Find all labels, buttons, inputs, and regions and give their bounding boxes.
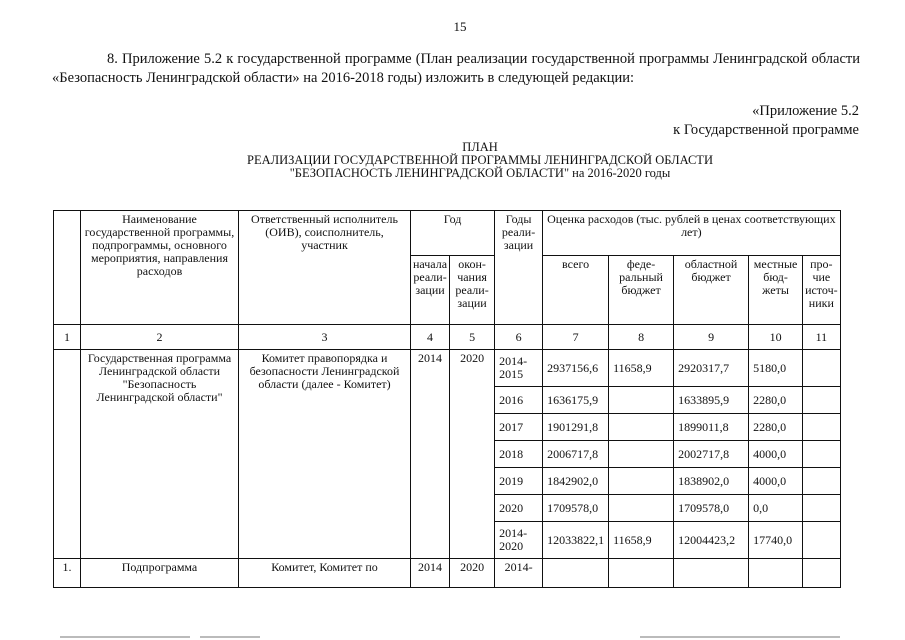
row-local: 4000,0	[749, 441, 803, 468]
col-number: 4	[411, 325, 450, 350]
subprogram-num: 1.	[54, 559, 81, 588]
row-local: 2280,0	[749, 414, 803, 441]
page-number: 15	[453, 19, 467, 34]
row-other	[803, 387, 841, 414]
row-federal	[609, 441, 674, 468]
subprogram-cell	[749, 559, 803, 588]
subprogram-cell	[803, 559, 841, 588]
row-federal: 11658,9	[609, 350, 674, 387]
row-years: 2019	[495, 468, 543, 495]
col-number: 9	[674, 325, 749, 350]
row-total: 1842902,0	[543, 468, 609, 495]
table-row	[54, 350, 841, 387]
row-local: 0,0	[749, 495, 803, 522]
row-regional: 12004423,2	[674, 522, 749, 559]
row-years: 2017	[495, 414, 543, 441]
row-regional: 2002717,8	[674, 441, 749, 468]
row-other	[803, 522, 841, 559]
row-regional: 1633895,9	[674, 387, 749, 414]
program-num-cell	[54, 350, 81, 559]
plan-subtitle-2: "БЕЗОПАСНОСТЬ ЛЕНИНГРАДСКОЙ ОБЛАСТИ" на 2016-2020 годы	[289, 166, 671, 180]
header-regional: областной бюджет	[674, 256, 749, 325]
subprogram-years: 2014-	[495, 559, 543, 588]
row-federal	[609, 495, 674, 522]
scan-artifact	[200, 636, 260, 638]
program-executor: Комитет правопорядка и безопасности Ленинградской области (далее - Комитет)	[239, 350, 411, 559]
row-years: 2014-2020	[495, 522, 543, 559]
row-years: 2018	[495, 441, 543, 468]
header-years-impl: Годы реали-зации	[495, 211, 543, 325]
col-number: 1	[54, 325, 81, 350]
col-number: 10	[749, 325, 803, 350]
row-other	[803, 495, 841, 522]
header-executor: Ответственный исполнитель (ОИВ), соисполнитель, участник	[239, 211, 411, 325]
row-regional: 2920317,7	[674, 350, 749, 387]
row-federal	[609, 414, 674, 441]
header-name: Наименование государственной программы, подпрограммы, основного мероприятия, направления расходов	[81, 211, 239, 325]
program-end: 2020	[450, 350, 495, 559]
row-federal	[609, 387, 674, 414]
subprogram-executor: Комитет, Комитет по	[239, 559, 411, 588]
row-years: 2020	[495, 495, 543, 522]
header-year: Год	[411, 211, 495, 256]
header-local: местные бюд-жеты	[749, 256, 803, 325]
row-total: 12033822,1	[543, 522, 609, 559]
row-other	[803, 414, 841, 441]
row-local: 17740,0	[749, 522, 803, 559]
plan-table	[53, 210, 841, 588]
row-local: 2280,0	[749, 387, 803, 414]
appendix-line-1: «Приложение 5.2	[752, 103, 859, 119]
row-total: 2937156,6	[543, 350, 609, 387]
row-regional: 1838902,0	[674, 468, 749, 495]
col-number: 7	[543, 325, 609, 350]
plan-subtitle-1: РЕАЛИЗАЦИИ ГОСУДАРСТВЕННОЙ ПРОГРАММЫ ЛЕНИНГРАДСКОЙ ОБЛАСТИ	[247, 153, 713, 167]
header-other: про-чие источ-ники	[803, 256, 841, 325]
program-name: Государственная программа Ленинградской области "Безопасность Ленинградской области"	[81, 350, 239, 559]
row-local: 4000,0	[749, 468, 803, 495]
header-total: всего	[543, 256, 609, 325]
header-costs: Оценка расходов (тыс. рублей в ценах соответствующих лет)	[543, 211, 841, 256]
scan-artifact	[60, 636, 190, 638]
header-end: окон-чания реали-зации	[450, 256, 495, 325]
col-number: 2	[81, 325, 239, 350]
header-row-1	[54, 211, 841, 256]
appendix-heading	[673, 102, 859, 140]
row-regional: 1899011,8	[674, 414, 749, 441]
program-start: 2014	[411, 350, 450, 559]
row-federal	[609, 468, 674, 495]
subprogram-name: Подпрограмма	[81, 559, 239, 588]
scan-artifact	[640, 636, 840, 638]
column-numbers-row	[54, 325, 841, 350]
row-local: 5180,0	[749, 350, 803, 387]
subprogram-cell	[609, 559, 674, 588]
col-number: 8	[609, 325, 674, 350]
subprogram-start: 2014	[411, 559, 450, 588]
row-other	[803, 441, 841, 468]
row-years: 2014-2015	[495, 350, 543, 387]
row-total: 1901291,8	[543, 414, 609, 441]
row-total: 1636175,9	[543, 387, 609, 414]
col-number: 11	[803, 325, 841, 350]
col-number: 6	[495, 325, 543, 350]
header-start: начала реали-зации	[411, 256, 450, 325]
subprogram-row	[54, 559, 841, 588]
row-total: 2006717,8	[543, 441, 609, 468]
subprogram-cell	[543, 559, 609, 588]
row-federal: 11658,9	[609, 522, 674, 559]
header-num	[54, 211, 81, 325]
plan-title: ПЛАН	[462, 140, 498, 154]
col-number: 5	[450, 325, 495, 350]
row-regional: 1709578,0	[674, 495, 749, 522]
row-years: 2016	[495, 387, 543, 414]
row-other	[803, 350, 841, 387]
intro-paragraph: 8. Приложение 5.2 к государственной программе (План реализации государственной программы Ленинградской области «Безопасность Ленинградской области» на 2016-2018 годы) изложить в следующей редакции:	[52, 51, 860, 86]
row-other	[803, 468, 841, 495]
subprogram-cell	[674, 559, 749, 588]
header-federal: феде-ральный бюджет	[609, 256, 674, 325]
subprogram-end: 2020	[450, 559, 495, 588]
appendix-line-2: к Государственной программе	[673, 122, 859, 138]
col-number: 3	[239, 325, 411, 350]
row-total: 1709578,0	[543, 495, 609, 522]
